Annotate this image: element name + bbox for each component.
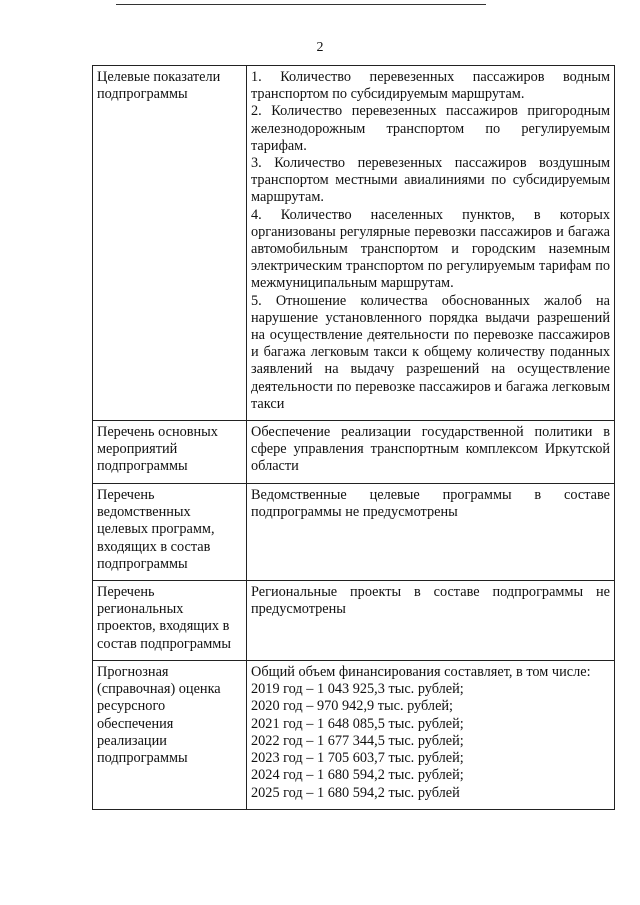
table-row (93, 484, 615, 581)
table-row (93, 421, 615, 484)
row-value-target-indicators (247, 66, 615, 421)
funding-line: 2025 год – 1 680 594,2 тыс. рублей (251, 784, 460, 801)
row-value-departmental-programs: Ведомственные целевые программы в составе подпрограммы не предусмотрены (247, 484, 615, 581)
indicator-item: 1. Количество перевезенных пассажиров водным транспортом по субсидируемым маршрутам. (251, 69, 610, 103)
table-row (93, 661, 615, 810)
funding-line: 2022 год – 1 677 344,5 тыс. рублей; (251, 732, 464, 749)
table-row (93, 66, 615, 421)
indicator-item: 2. Количество перевезенных пассажиров пригородным железнодорожным транспортом по регулируемым тарифам. (251, 103, 610, 154)
funding-line: Общий объем финансирования составляет, в том числе: (251, 664, 591, 681)
row-label-departmental-programs: Перечень ведомственных целевых программ, входящих в состав подпрограммы (93, 484, 247, 581)
row-value-resource-estimate (247, 661, 615, 810)
subprogram-passport-table (92, 65, 615, 810)
indicator-item: 5. Отношение количества обоснованных жалоб на нарушение установленного порядка выдачи разрешений на осуществление деятельности по перевозке пассажиров и багажа легковым такси к общему количеству поданных заявлений на выдачу разрешений на осуществление деятельности по перевозке пассажиров и багажа легковым такси (251, 292, 610, 412)
row-label-resource-estimate: Прогнозная (справочная) оценка ресурсного обеспечения реализации подпрограммы (93, 661, 247, 810)
table-row (93, 581, 615, 661)
row-value-main-activities: Обеспечение реализации государственной политики в сфере управления транспортным комплексом Иркутской области (247, 421, 615, 484)
page-number: 2 (316, 40, 324, 55)
row-label-regional-projects: Перечень региональных проектов, входящих в состав подпрограммы (93, 581, 247, 661)
row-value-regional-projects: Региональные проекты в составе подпрограммы не предусмотрены (247, 581, 615, 661)
indicator-item: 4. Количество населенных пунктов, в которых организованы регулярные перевозки пассажиров и багажа автомобильным транспортом и городским наземным электрическим транспортом по регулируемым тарифам по межмуниципальным маршрутам. (251, 206, 610, 292)
funding-line: 2020 год – 970 942,9 тыс. рублей; (251, 698, 454, 715)
funding-line: 2023 год – 1 705 603,7 тыс. рублей; (251, 750, 464, 767)
row-label-main-activities: Перечень основных мероприятий подпрограммы (93, 421, 247, 484)
funding-line: 2019 год – 1 043 925,3 тыс. рублей; (251, 681, 464, 698)
funding-line: 2021 год – 1 648 085,5 тыс. рублей; (251, 715, 464, 732)
row-label-target-indicators: Целевые показатели подпрограммы (93, 66, 247, 421)
top-border-line (116, 4, 486, 5)
funding-line: 2024 год – 1 680 594,2 тыс. рублей; (251, 767, 464, 784)
indicator-item: 3. Количество перевезенных пассажиров воздушным транспортом местными авиалиниями по субсидируемым маршрутам. (251, 155, 610, 206)
